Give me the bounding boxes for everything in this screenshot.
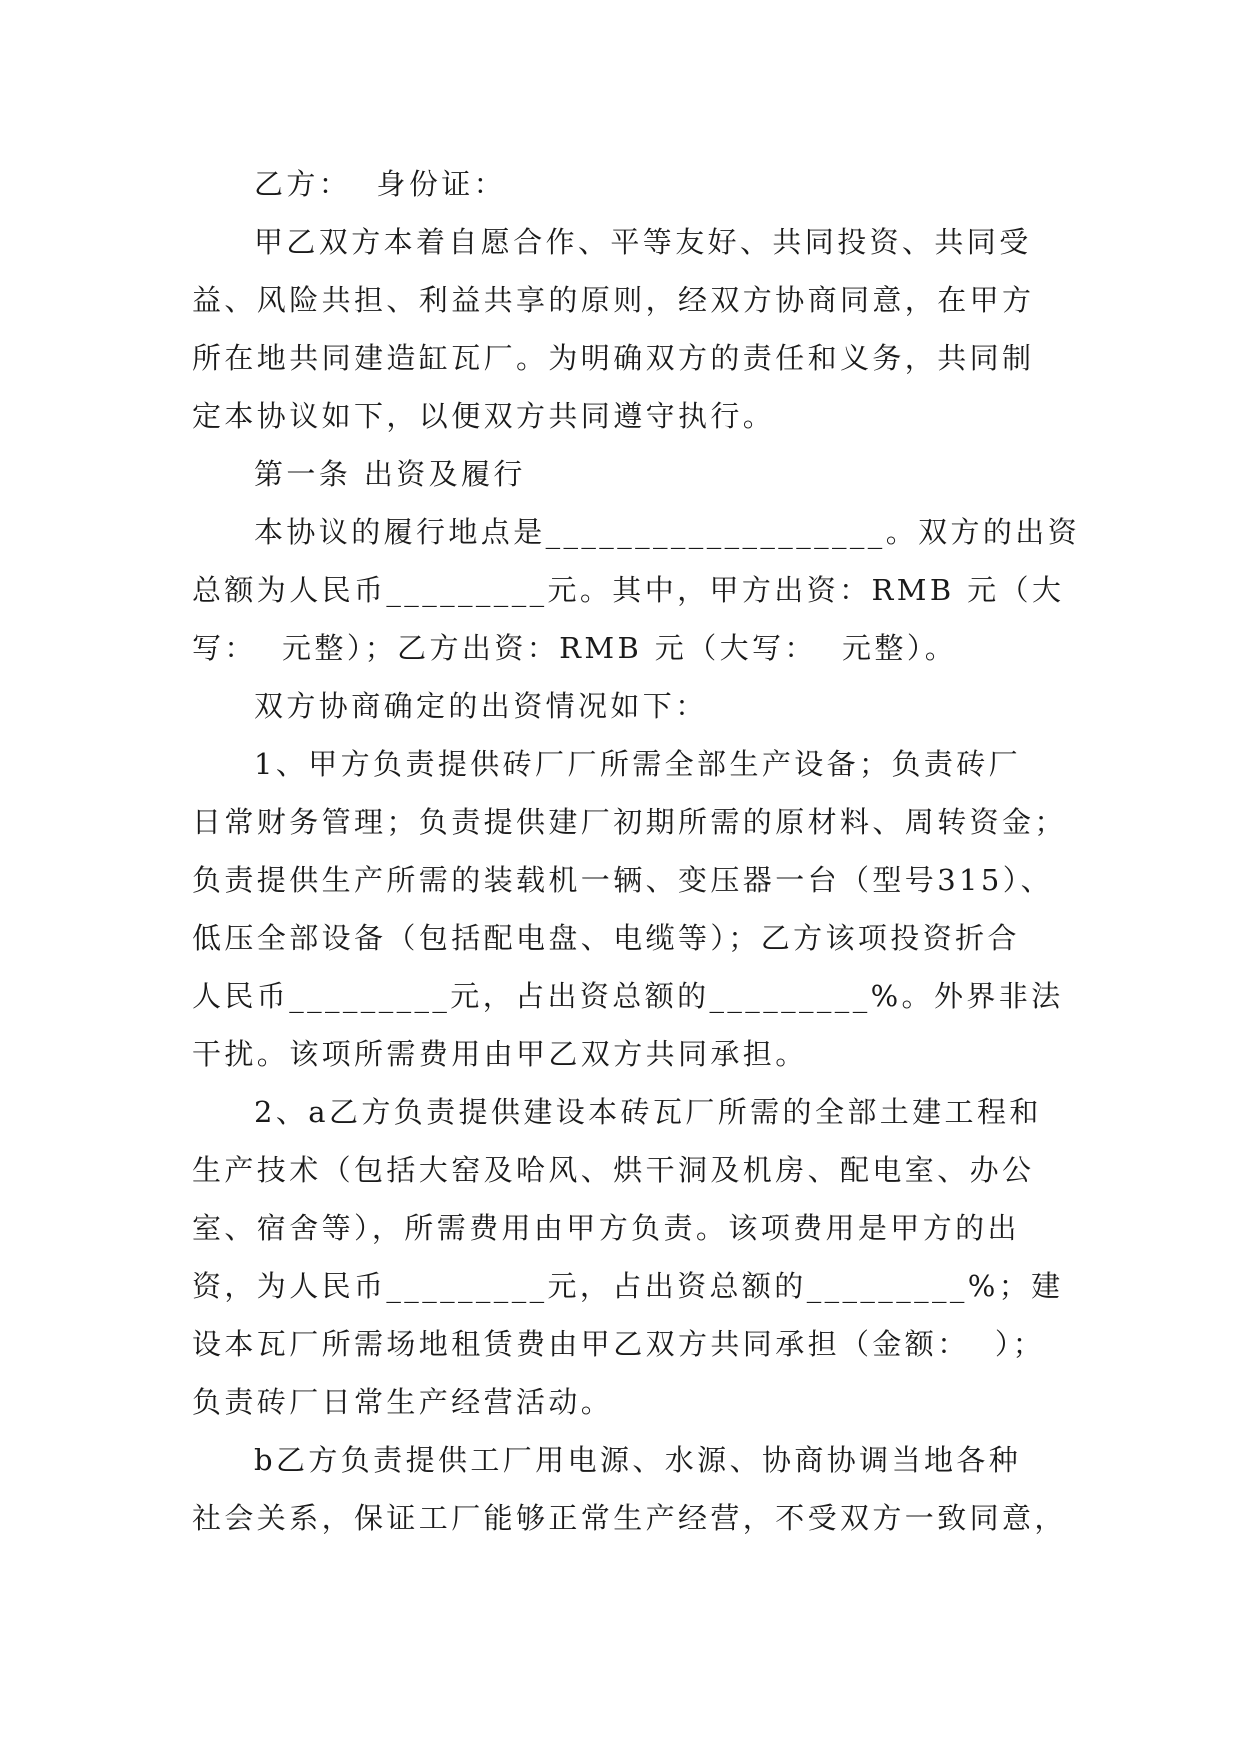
article-heading: 第一条 出资及履行 (254, 457, 526, 491)
text-line-preamble-1: 甲乙双方本着自愿合作、平等友好、共同投资、共同受 (254, 225, 1032, 259)
text-line-item2a-4: 资，为人民币_________元，占出资总额的_________%；建 (192, 1269, 1064, 1303)
text-line-item2b-1: b乙方负责提供工厂用电源、水源、协商协调当地各种 (254, 1443, 1022, 1477)
text-line-preamble-4: 定本协议如下，以便双方共同遵守执行。 (192, 399, 776, 433)
text-line-item1-6: 干扰。该项所需费用由甲乙双方共同承担。 (192, 1037, 808, 1071)
text-line-preamble-3: 所在地共同建造缸瓦厂。为明确双方的责任和义务，共同制 (192, 341, 1035, 375)
text-line-location: 本协议的履行地点是___________________。双方的出资 (254, 515, 1081, 549)
text-line-item1-5: 人民币_________元，占出资总额的_________%。外界非法 (192, 979, 1064, 1013)
text-line-party-b-id: 乙方： 身份证： (254, 167, 507, 201)
text-line-item2a-2: 生产技术（包括大窑及哈风、烘干洞及机房、配电室、办公 (192, 1153, 1035, 1187)
text-line-item2a-1: 2、a乙方负责提供建设本砖瓦厂所需的全部土建工程和 (254, 1095, 1042, 1129)
text-line-preamble-2: 益、风险共担、利益共享的原则，经双方协商同意，在甲方 (192, 283, 1035, 317)
text-line-party-b-investment: 写： 元整）；乙方出资：RMB 元（大写： 元整）。 (192, 631, 958, 665)
text-line-item1-3: 负责提供生产所需的装载机一辆、变压器一台（型号315）、 (192, 863, 1054, 897)
text-line-total-investment: 总额为人民币_________元。其中，甲方出资：RMB 元（大 (192, 573, 1065, 607)
text-line-item1-2: 日常财务管理；负责提供建厂初期所需的原材料、周转资金； (192, 805, 1067, 839)
text-line-investment-intro: 双方协商确定的出资情况如下： (254, 689, 708, 723)
text-line-item2a-3: 室、宿舍等），所需费用由甲方负责。该项费用是甲方的出 (192, 1211, 1020, 1245)
text-line-item1-1: 1、甲方负责提供砖厂厂所需全部生产设备；负责砖厂 (254, 747, 1022, 781)
text-line-item2b-2: 社会关系，保证工厂能够正常生产经营，不受双方一致同意， (192, 1501, 1067, 1535)
text-line-item2a-6: 负责砖厂日常生产经营活动。 (192, 1385, 614, 1419)
text-line-item2a-5: 设本瓦厂所需场地租赁费由甲乙双方共同承担（金额： ）； (192, 1327, 1046, 1361)
text-line-item1-4: 低压全部设备（包括配电盘、电缆等）；乙方该项投资折合 (192, 921, 1020, 955)
